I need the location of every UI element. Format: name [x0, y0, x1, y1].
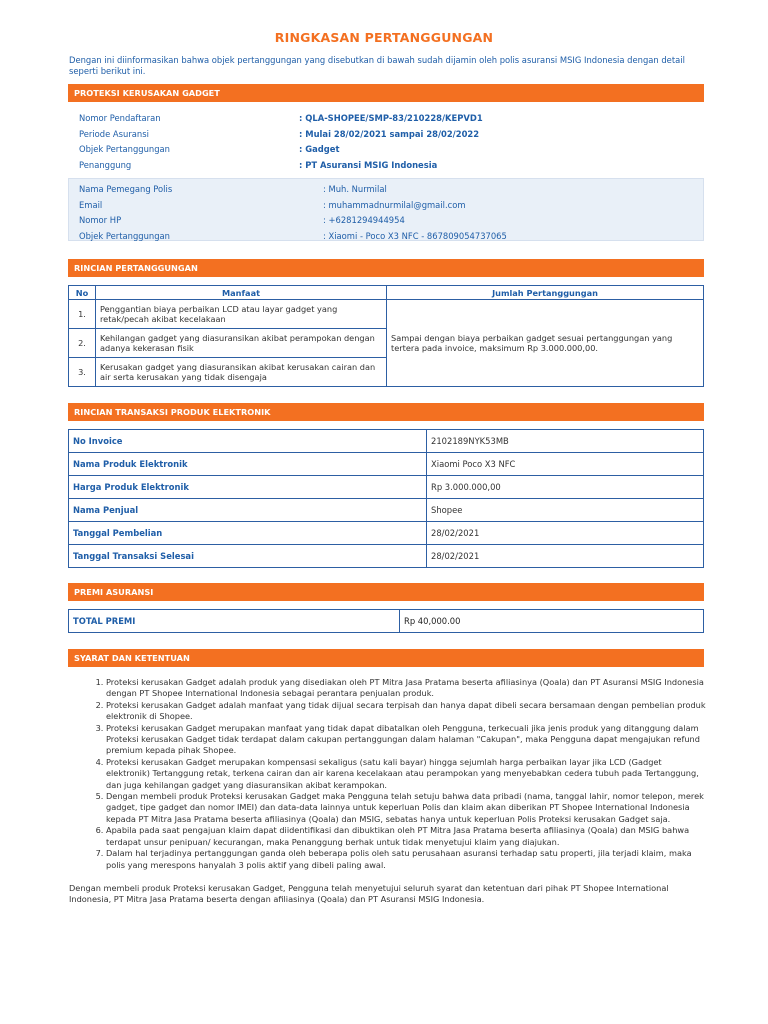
policy-label: Objek Pertanggungan [79, 144, 170, 154]
transaction-label: Tanggal Transaksi Selesai [69, 545, 427, 568]
transaction-value: Rp 3.000.000,00 [427, 476, 704, 499]
transaction-label: Harga Produk Elektronik [69, 476, 427, 499]
coverage-no: 1. [69, 300, 96, 329]
page-title: RINGKASAN PERTANGGUNGAN [274, 30, 494, 45]
policy-value: : Mulai 28/02/2021 sampai 28/02/2022 [299, 128, 480, 139]
holder-row [69, 229, 703, 245]
holder-label: Objek Pertanggungan [79, 230, 170, 241]
intro-text: Dengan ini diinformasikan bahwa objek pertanggungan yang disebutkan di bawah sudah dijamin oleh polis asuransi MSIG Indonesia dengan detail seperti berikut ini. [69, 55, 685, 76]
premium-row [69, 610, 704, 633]
terms-item: 3. Proteksi kerusakan Gadget merupakan manfaat yang tidak dapat dibatalkan oleh Pengguna, terkecuali jika jenis produk yang ditanggung dalam Proteksi kerusakan Gadget tidak terdapat dalam cakupan pertanggungan dalam halaman "Cakupan", maka Pengguna dapat mengajukan refund premium kepada pihak Shopee. [106, 723, 708, 757]
policy-value: : Gadget [299, 144, 340, 154]
policy-label: Penanggung [79, 159, 132, 170]
section-header-rincian: RINCIAN PERTANGGUNGAN [68, 259, 704, 277]
transaction-row [69, 476, 704, 499]
col-header-no: No [69, 286, 96, 300]
holder-row [69, 182, 703, 198]
col-header-manfaat: Manfaat [96, 286, 387, 300]
coverage-table [68, 285, 704, 387]
terms-item: 6. Apabila pada saat pengajuan klaim dapat diidentifikasi dan dibuktikan oleh PT Mitra Jasa Pratama beserta afiliasinya (Qoala) dan MSIG bahwa terdapat unsur penipuan/ kecurangan, maka Penanggung berhak untuk tidak menyetujui klaim yang diajukan. [106, 825, 708, 848]
transaction-label: Nama Penjual [69, 499, 427, 522]
transaction-label: No Invoice [69, 430, 427, 453]
transaction-row [69, 430, 704, 453]
section-header-transaksi: RINCIAN TRANSAKSI PRODUK ELEKTRONIK [68, 403, 704, 421]
holder-value: : Muh. Nurmilal [323, 184, 387, 194]
policy-row [68, 158, 704, 174]
transaction-row [69, 499, 704, 522]
transaction-value: 28/02/2021 [427, 545, 704, 568]
transaction-value: 28/02/2021 [427, 522, 704, 545]
holder-row [69, 198, 703, 214]
closing-text: Dengan membeli produk Proteksi kerusakan Gadget, Pengguna telah menyetujui seluruh syarat dan ketentuan dari pihak PT Shopee International Indonesia, PT Mitra Jasa Pratama beserta dengan afiliasinya (Qoala) dan PT Asuransi MSIG Indonesia. [69, 883, 669, 905]
transaction-label: Tanggal Pembelian [69, 522, 427, 545]
premium-value: Rp 40,000.00 [400, 610, 704, 633]
policy-label: Periode Asuransi [79, 128, 149, 139]
holder-row [69, 213, 703, 229]
transaction-row [69, 545, 704, 568]
holder-label: Nama Pemegang Polis [79, 184, 173, 194]
policy-info [68, 111, 704, 173]
transaction-label: Nama Produk Elektronik [69, 453, 427, 476]
terms-item: 7. Dalam hal terjadinya pertanggungan ganda oleh beberapa polis oleh satu perusahaan asuransi terhadap satu properti, jila terjadi klaim, maka polis yang merespons hanyalah 3 polis aktif yang dibeli paling awal. [106, 848, 708, 871]
terms-list [90, 677, 708, 871]
holder-label: Nomor HP [79, 215, 122, 225]
coverage-manfaat: Kerusakan gadget yang diasuransikan akibat kerusakan cairan dan air serta kerusakan yang tidak disengaja [96, 358, 387, 387]
policy-row [68, 142, 704, 158]
col-header-jumlah: Jumlah Pertanggungan [387, 286, 704, 300]
coverage-manfaat: Kehilangan gadget yang diasuransikan akibat perampokan dengan adanya kekerasan fisik [96, 329, 387, 358]
holder-label: Email [79, 199, 103, 210]
policy-label: Nomor Pendaftaran [79, 113, 161, 123]
transaction-value: Xiaomi Poco X3 NFC [427, 453, 704, 476]
coverage-header-row [69, 286, 704, 300]
holder-value: : +6281294944954 [323, 215, 405, 225]
coverage-manfaat: Penggantian biaya perbaikan LCD atau layar gadget yang retak/pecah akibat kecelakaan [96, 300, 387, 329]
terms-item: 5. Dengan membeli produk Proteksi kerusakan Gadget maka Pengguna telah setuju bahwa data pribadi (nama, tanggal lahir, nomor telepon, merek gadget, tipe gadget dan nomor IMEI) dan data-data lainnya untuk keperluan Polis dan klaim akan diberikan PT Shopee International Indonesia kepada PT Mitra Jasa Pratama beserta afiliasinya (Qoala) dan MSIG, sebatas hanya untuk keperluan Polis Proteksi kerusakan Gadget saja. [106, 791, 708, 825]
transaction-value: 2102189NYK53MB [427, 430, 704, 453]
terms-item: 2. Proteksi kerusakan Gadget adalah manfaat yang tidak dijual secara terpisah dan hanya dapat dibeli secara bersamaan dengan pembelian produk elektronik di Shopee. [106, 700, 708, 723]
section-header-proteksi: PROTEKSI KERUSAKAN GADGET [68, 84, 704, 102]
holder-value: : Xiaomi - Poco X3 NFC - 867809054737065 [323, 230, 507, 241]
coverage-jumlah: Sampai dengan biaya perbaikan gadget sesuai pertanggungan yang tertera pada invoice, maksimum Rp 3.000.000,00. [387, 300, 704, 387]
coverage-row [69, 300, 704, 329]
holder-value: : muhammadnurmilal@gmail.com [323, 199, 466, 210]
coverage-no: 3. [69, 358, 96, 387]
premium-label: TOTAL PREMI [69, 610, 400, 633]
premium-table [68, 609, 704, 633]
terms-item: 4. Proteksi kerusakan Gadget merupakan kompensasi sekaligus (satu kali bayar) hingga sejumlah harga perbaikan layar jika LCD (Gadget elektronik) Tertanggung retak, terkena cairan dan air karena kecelakaan atau perampokan yang menyebabkan cedera tubuh pada Tertanggung, dan juga kehilangan gadget yang diasuransikan akibat kerampokan. [106, 757, 708, 791]
policy-row [68, 111, 704, 127]
policy-row [68, 127, 704, 143]
section-header-premi: PREMI ASURANSI [68, 583, 704, 601]
holder-info-box [68, 178, 704, 241]
policy-value: : PT Asuransi MSIG Indonesia [299, 159, 438, 170]
transaction-row [69, 522, 704, 545]
transaction-table [68, 429, 704, 568]
coverage-no: 2. [69, 329, 96, 358]
transaction-value: Shopee [427, 499, 704, 522]
transaction-row [69, 453, 704, 476]
terms-item: 1. Proteksi kerusakan Gadget adalah produk yang disediakan oleh PT Mitra Jasa Pratama beserta afiliasinya (Qoala) dan PT Asuransi MSIG Indonesia dengan PT Shopee International Indonesia sebagai perantara penjualan produk. [106, 677, 708, 700]
section-header-syarat: SYARAT DAN KETENTUAN [68, 649, 704, 667]
policy-value: : QLA-SHOPEE/SMP-83/210228/KEPVD1 [299, 113, 483, 123]
